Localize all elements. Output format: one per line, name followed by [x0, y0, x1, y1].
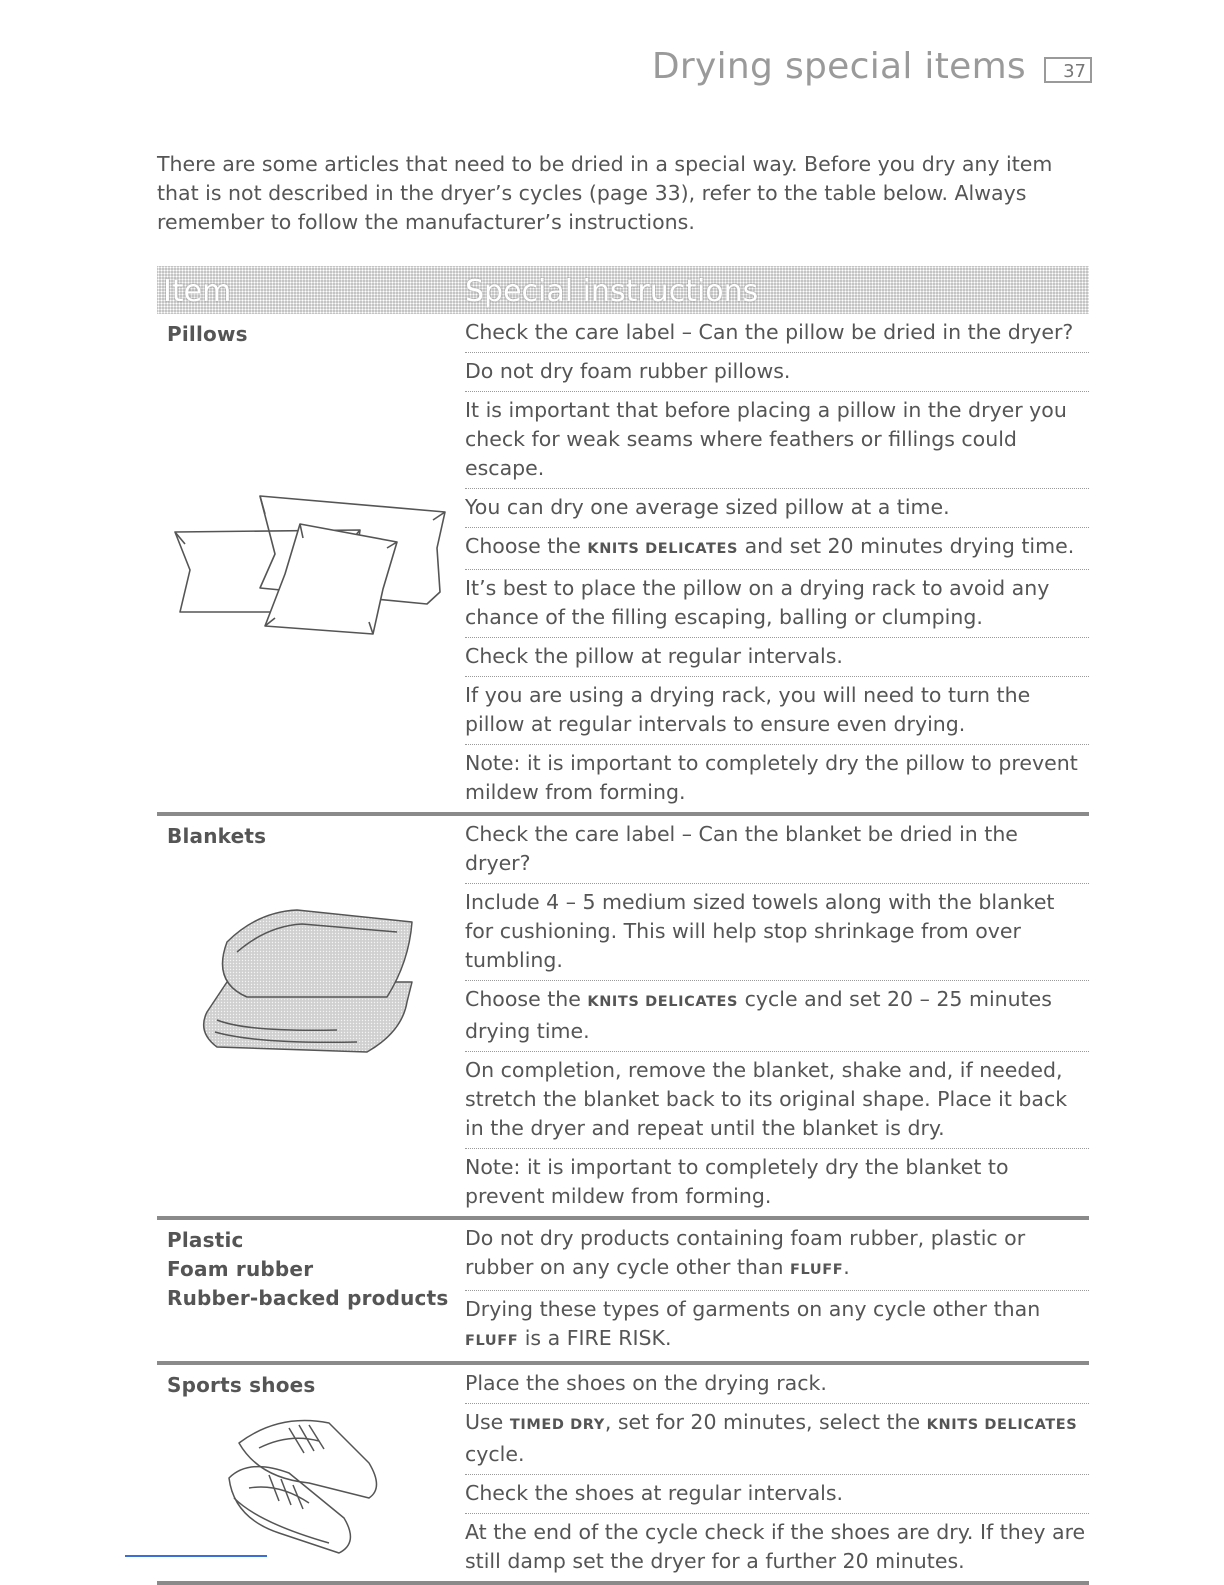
instruction-row: [465, 489, 1089, 528]
cycle-keyword: TIMED DRY: [509, 1417, 605, 1433]
instruction-row: [465, 528, 1089, 570]
item-label: Pillows: [167, 322, 248, 346]
instruction-text: cycle and set 20 – 25 minutes drying time.: [465, 987, 1052, 1043]
instruction-text: On completion, remove the blanket, shake and, if needed, stretch the blanket back to its original shape. Place it back in the dryer and repeat until the blanket is dry.: [465, 1058, 1068, 1140]
item-label: Foam rubber: [167, 1257, 314, 1281]
item-label: Plastic: [167, 1228, 244, 1252]
footer-link-underline: [125, 1555, 267, 1557]
column-header-instructions: Special instructions: [465, 274, 759, 309]
instruction-text: If you are using a drying rack, you will need to turn the pillow at regular intervals to ensure even drying.: [465, 683, 1031, 736]
instruction-text: Choose the: [465, 987, 588, 1011]
page-number: 37: [1044, 57, 1092, 83]
item-cell: [157, 1365, 465, 1581]
blanket-illustration: [187, 902, 427, 1062]
group-plastic: [157, 1220, 1089, 1365]
instruction-row: [465, 638, 1089, 677]
instruction-text: is a FIRE RISK.: [518, 1326, 672, 1350]
instruction-text: At the end of the cycle check if the shoes are dry. If they are still damp set the dryer for a further 20 minutes.: [465, 1520, 1086, 1573]
instruction-row: [465, 981, 1089, 1052]
item-cell: [157, 314, 465, 812]
instruction-text: Check the shoes at regular intervals.: [465, 1481, 844, 1505]
sports-shoes-illustration: [219, 1403, 389, 1563]
instruction-row: [465, 745, 1089, 812]
item-label: Blankets: [167, 824, 267, 848]
cycle-keyword: KNITS DELICATES: [587, 994, 739, 1010]
instruction-row: [465, 1291, 1089, 1361]
instruction-text: cycle.: [465, 1442, 525, 1466]
instruction-text: It is important that before placing a pillow in the dryer you check for weak seams where feathers or fillings could escape.: [465, 398, 1067, 480]
instruction-row: [465, 884, 1089, 981]
instruction-text: Check the care label – Can the blanket be dried in the dryer?: [465, 822, 1018, 875]
special-items-table: [157, 266, 1089, 1585]
item-cell: [157, 816, 465, 1216]
page-title: Drying special items: [651, 46, 1026, 87]
instruction-text: Note: it is important to completely dry the blanket to prevent mildew from forming.: [465, 1155, 1009, 1208]
instruction-row: [465, 816, 1089, 884]
cycle-keyword: KNITS DELICATES: [926, 1417, 1078, 1433]
group-pillows: [157, 314, 1089, 816]
instruction-text: You can dry one average sized pillow at a time.: [465, 495, 950, 519]
item-label: Rubber-backed products: [167, 1286, 449, 1310]
instruction-row: [465, 677, 1089, 745]
column-header-item: Item: [163, 274, 232, 309]
instruction-text: Do not dry foam rubber pillows.: [465, 359, 791, 383]
table-header: [157, 266, 1089, 314]
instruction-text: Check the pillow at regular intervals.: [465, 644, 843, 668]
item-cell: [157, 1220, 465, 1361]
instruction-row: [465, 1514, 1089, 1581]
item-label: Sports shoes: [167, 1373, 316, 1397]
instruction-text: , set for 20 minutes, select the: [604, 1410, 927, 1434]
instructions-cell: [465, 1365, 1089, 1581]
instruction-text: Do not dry products containing foam rubber, plastic or rubber on any cycle other than: [465, 1226, 1026, 1279]
instruction-text: Include 4 – 5 medium sized towels along with the blanket for cushioning. This will help stop shrinkage from over tumbling.: [465, 890, 1055, 972]
instruction-text: Drying these types of garments on any cycle other than: [465, 1297, 1041, 1321]
instruction-row: [465, 1404, 1089, 1475]
instructions-cell: [465, 314, 1089, 812]
instructions-cell: [465, 816, 1089, 1216]
instructions-cell: [465, 1220, 1089, 1361]
instruction-text: Check the care label – Can the pillow be dried in the dryer?: [465, 320, 1074, 344]
cycle-keyword: KNITS DELICATES: [587, 541, 739, 557]
cycle-keyword: FLUFF: [465, 1333, 519, 1349]
instruction-row: [465, 570, 1089, 638]
instruction-row: [465, 1220, 1089, 1291]
instruction-row: [465, 353, 1089, 392]
instruction-row: [465, 1052, 1089, 1149]
instruction-text: .: [843, 1255, 850, 1279]
instruction-text: Choose the: [465, 534, 588, 558]
instruction-row: [465, 314, 1089, 353]
intro-paragraph: There are some articles that need to be dried in a special way. Before you dry any item that is not described in the dryer’s cycles (page 33), refer to the table below. Always remember to follow the manufacturer’s instructions.: [157, 152, 1053, 234]
instruction-text: Place the shoes on the drying rack.: [465, 1371, 827, 1395]
instruction-row: [465, 392, 1089, 489]
instruction-text: Use: [465, 1410, 510, 1434]
instruction-text: and set 20 minutes drying time.: [738, 534, 1075, 558]
instruction-row: [465, 1149, 1089, 1216]
page-header: [652, 46, 1092, 87]
group-blankets: [157, 816, 1089, 1220]
instruction-row: [465, 1475, 1089, 1514]
pillows-illustration: [165, 484, 455, 644]
instruction-text: Note: it is important to completely dry the pillow to prevent mildew from forming.: [465, 751, 1078, 804]
instruction-row: [465, 1365, 1089, 1404]
instruction-text: It’s best to place the pillow on a drying rack to avoid any chance of the filling escaping, balling or clumping.: [465, 576, 1050, 629]
cycle-keyword: FLUFF: [790, 1262, 844, 1278]
group-sports-shoes: [157, 1365, 1089, 1585]
